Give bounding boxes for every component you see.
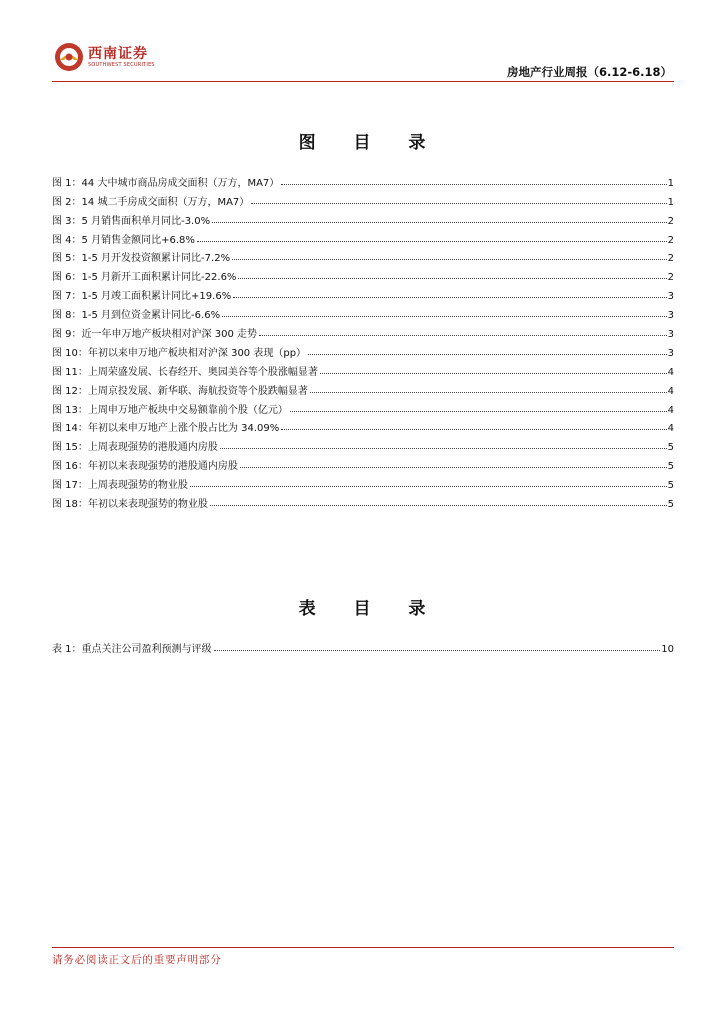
figure-index-list bbox=[52, 170, 674, 510]
figure-index-entry[interactable] bbox=[52, 246, 674, 265]
dot-leader bbox=[233, 297, 666, 298]
dot-leader bbox=[190, 486, 667, 487]
dot-leader bbox=[281, 184, 666, 185]
dot-leader bbox=[212, 222, 667, 223]
figure-index-entry[interactable] bbox=[52, 264, 674, 283]
dot-leader bbox=[197, 241, 667, 242]
company-logo bbox=[54, 42, 84, 72]
figure-index-entry-label: 图 3：5 月销售面积单月同比-3.0% bbox=[52, 215, 211, 227]
dot-leader bbox=[238, 278, 666, 279]
footer-divider bbox=[52, 947, 674, 948]
dot-leader bbox=[310, 392, 667, 393]
figure-index-entry-page: 1 bbox=[667, 196, 674, 208]
dot-leader bbox=[308, 354, 667, 355]
table-index-title: 表 目 录 bbox=[298, 599, 442, 619]
dot-leader bbox=[214, 650, 661, 651]
dot-leader bbox=[251, 203, 666, 204]
dot-leader bbox=[259, 335, 667, 336]
figure-index-entry[interactable] bbox=[52, 189, 674, 208]
page-header bbox=[0, 0, 724, 82]
figure-index-entry[interactable] bbox=[52, 170, 674, 189]
figure-index-entry-label: 图 6：1-5 月新开工面积累计同比-22.6% bbox=[52, 272, 237, 284]
brand-name-en: SOUTHWEST SECURITIES bbox=[88, 62, 155, 68]
figure-index-entry-label: 图 15：上周表现强势的港股通内房股 bbox=[52, 442, 218, 454]
table-index-list bbox=[52, 636, 674, 655]
figure-index-entry[interactable] bbox=[52, 283, 674, 302]
dot-leader bbox=[290, 411, 667, 412]
figure-index-entry-label: 图 10：年初以来申万地产板块相对沪深 300 表现（pp） bbox=[52, 347, 307, 359]
figure-index-entry[interactable] bbox=[52, 453, 674, 472]
dot-leader bbox=[220, 448, 667, 449]
table-index-entry-label: 表 1：重点关注公司盈利预测与评级 bbox=[52, 643, 212, 655]
figure-index-entry-page: 4 bbox=[667, 385, 674, 397]
dot-leader bbox=[320, 373, 667, 374]
figure-index-entry[interactable] bbox=[52, 340, 674, 359]
figure-index-entry[interactable] bbox=[52, 434, 674, 453]
figure-index-entry-page: 3 bbox=[667, 291, 674, 303]
figure-index-entry-page: 4 bbox=[667, 423, 674, 435]
figure-index-entry-page: 2 bbox=[667, 234, 674, 246]
figure-index-entry-page: 4 bbox=[667, 366, 674, 378]
figure-index-entry[interactable] bbox=[52, 491, 674, 510]
figure-index-entry[interactable] bbox=[52, 321, 674, 340]
dot-leader bbox=[281, 429, 666, 430]
figure-index-entry-label: 图 2：14 城二手房成交面积（万方，MA7） bbox=[52, 196, 250, 208]
figure-index-entry-label: 图 17：上周表现强势的物业股 bbox=[52, 480, 188, 492]
figure-index-entry-label: 图 4：5 月销售金额同比+6.8% bbox=[52, 234, 195, 246]
figure-index-entry-label: 图 12：上周京投发展、新华联、海航投资等个股跌幅显著 bbox=[52, 385, 308, 397]
figure-index-entry-label: 图 13：上周申万地产板块中交易额靠前个股（亿元） bbox=[52, 404, 288, 416]
header-divider bbox=[52, 81, 674, 82]
figure-index-entry-page: 2 bbox=[667, 253, 674, 265]
figure-index-entry[interactable] bbox=[52, 397, 674, 416]
figure-index-entry-page: 5 bbox=[667, 480, 674, 492]
figure-index-entry[interactable] bbox=[52, 359, 674, 378]
dot-leader bbox=[222, 316, 667, 317]
figure-index-entry-label: 图 9：近一年申万地产板块相对沪深 300 走势 bbox=[52, 329, 257, 341]
dot-leader bbox=[240, 467, 667, 468]
figure-index-entry-label: 图 16：年初以来表现强势的港股通内房股 bbox=[52, 461, 238, 473]
figure-index-entry[interactable] bbox=[52, 472, 674, 491]
table-index-entry[interactable] bbox=[52, 636, 674, 655]
figure-index-title: 图 目 录 bbox=[298, 133, 442, 153]
disclaimer-note: 请务必阅读正文后的重要声明部分 bbox=[52, 954, 222, 966]
figure-index-entry-page: 3 bbox=[667, 329, 674, 341]
figure-index-entry[interactable] bbox=[52, 302, 674, 321]
figure-index-entry-label: 图 8：1-5 月到位资金累计同比-6.6% bbox=[52, 310, 221, 322]
dot-leader bbox=[232, 259, 667, 260]
figure-index-entry-page: 2 bbox=[667, 215, 674, 227]
figure-index-entry-page: 5 bbox=[667, 499, 674, 511]
figure-index-entry-label: 图 18：年初以来表现强势的物业股 bbox=[52, 499, 208, 511]
figure-index-entry-label: 图 5：1-5 月开发投资额累计同比-7.2% bbox=[52, 253, 231, 265]
table-index-entry-page: 10 bbox=[661, 643, 674, 655]
figure-index-entry-label: 图 7：1-5 月竣工面积累计同比+19.6% bbox=[52, 291, 232, 303]
figure-index-entry-page: 3 bbox=[667, 310, 674, 322]
figure-index-entry-label: 图 14：年初以来申万地产上涨个股占比为 34.09% bbox=[52, 423, 280, 435]
figure-index-entry-label: 图 1：44 大中城市商品房成交面积（万方，MA7） bbox=[52, 177, 280, 189]
figure-index-entry-page: 4 bbox=[667, 404, 674, 416]
figure-index-entry[interactable] bbox=[52, 227, 674, 246]
brand-name-cn: 西南证券 bbox=[88, 46, 148, 62]
figure-index-entry[interactable] bbox=[52, 416, 674, 435]
figure-index-entry[interactable] bbox=[52, 208, 674, 227]
figure-index-entry-page: 5 bbox=[667, 461, 674, 473]
figure-index-entry-page: 2 bbox=[667, 272, 674, 284]
figure-index-entry-label: 图 11：上周荣盛发展、长春经开、奥园美谷等个股涨幅显著 bbox=[52, 366, 318, 378]
figure-index-entry-page: 3 bbox=[667, 347, 674, 359]
figure-index-entry[interactable] bbox=[52, 378, 674, 397]
brand-block bbox=[88, 47, 155, 69]
report-title: 房地产行业周报（6.12-6.18） bbox=[506, 65, 672, 79]
figure-index-entry-page: 5 bbox=[667, 442, 674, 454]
dot-leader bbox=[210, 505, 667, 506]
figure-index-entry-page: 1 bbox=[667, 177, 674, 189]
